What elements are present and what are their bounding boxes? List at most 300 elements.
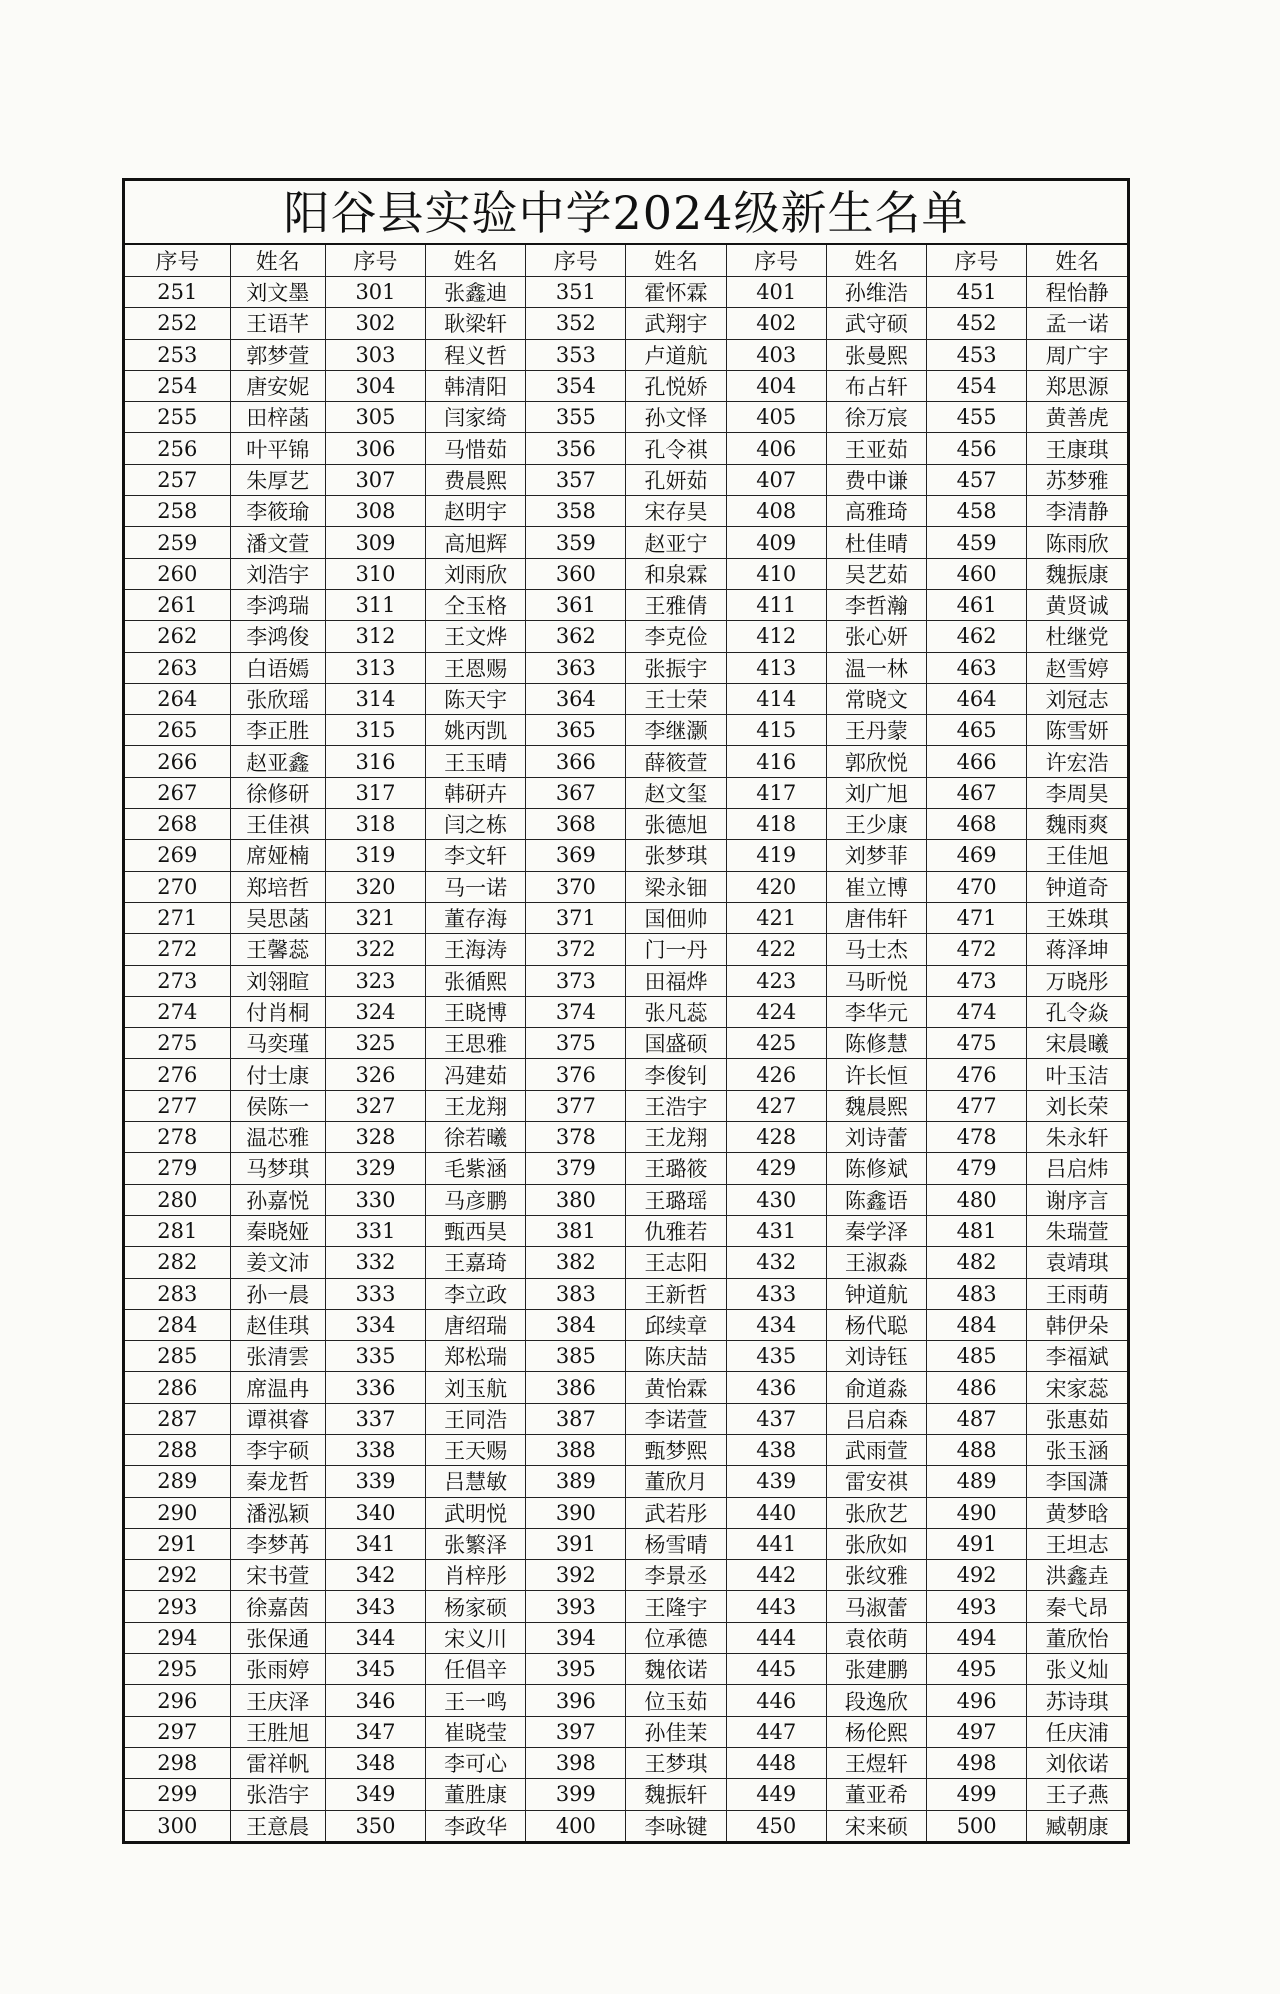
table-row — [125, 871, 1127, 902]
student-number-cell: 468 — [927, 809, 1027, 840]
student-name-cell: 陈修斌 — [826, 1153, 926, 1184]
student-number-cell: 366 — [526, 746, 626, 777]
student-number-cell: 272 — [125, 934, 230, 965]
student-number-cell: 447 — [726, 1716, 826, 1747]
student-name-cell: 李鸿瑞 — [230, 589, 325, 620]
student-name-cell: 马淑蕾 — [826, 1591, 926, 1622]
student-name-cell: 邱续章 — [626, 1309, 726, 1340]
student-name-cell: 王浩宇 — [626, 1090, 726, 1121]
student-number-cell: 392 — [526, 1560, 626, 1591]
student-number-cell: 298 — [125, 1747, 230, 1778]
student-name-cell: 李政华 — [426, 1810, 526, 1841]
student-number-cell: 498 — [927, 1747, 1027, 1778]
student-number-cell: 338 — [325, 1434, 425, 1465]
student-name-cell: 王玉晴 — [426, 746, 526, 777]
student-number-cell: 396 — [526, 1685, 626, 1716]
student-name-cell: 田梓菡 — [230, 402, 325, 433]
student-name-cell: 费中谦 — [826, 464, 926, 495]
student-name-cell: 刘玉航 — [426, 1372, 526, 1403]
student-name-cell: 李咏键 — [626, 1810, 726, 1841]
student-name-cell: 钟道奇 — [1027, 871, 1127, 902]
student-name-cell: 李俊钊 — [626, 1059, 726, 1090]
student-number-cell: 380 — [526, 1184, 626, 1215]
student-name-cell: 王同浩 — [426, 1403, 526, 1434]
student-name-cell: 张心妍 — [826, 621, 926, 652]
student-name-cell: 朱厚艺 — [230, 464, 325, 495]
student-number-cell: 327 — [325, 1090, 425, 1121]
student-name-cell: 徐嘉茵 — [230, 1591, 325, 1622]
student-name-cell: 吕慧敏 — [426, 1466, 526, 1497]
student-number-cell: 411 — [726, 589, 826, 620]
student-name-cell: 杜继党 — [1027, 621, 1127, 652]
table-row — [125, 621, 1127, 652]
student-number-cell: 277 — [125, 1090, 230, 1121]
student-name-cell: 程义哲 — [426, 339, 526, 370]
student-name-cell: 杜佳晴 — [826, 527, 926, 558]
student-number-cell: 458 — [927, 496, 1027, 527]
student-number-cell: 492 — [927, 1560, 1027, 1591]
student-number-cell: 370 — [526, 871, 626, 902]
student-number-cell: 495 — [927, 1654, 1027, 1685]
student-number-cell: 481 — [927, 1215, 1027, 1246]
student-name-cell: 王淑淼 — [826, 1247, 926, 1278]
student-number-cell: 441 — [726, 1528, 826, 1559]
student-name-cell: 苏诗琪 — [1027, 1685, 1127, 1716]
table-row — [125, 809, 1127, 840]
student-number-cell: 464 — [927, 683, 1027, 714]
student-number-cell: 266 — [125, 746, 230, 777]
student-name-cell: 王雨萌 — [1027, 1278, 1127, 1309]
student-number-cell: 305 — [325, 402, 425, 433]
student-number-cell: 262 — [125, 621, 230, 652]
table-row — [125, 777, 1127, 808]
student-name-cell: 武明悦 — [426, 1497, 526, 1528]
table-row — [125, 902, 1127, 933]
student-number-cell: 295 — [125, 1654, 230, 1685]
student-number-cell: 383 — [526, 1278, 626, 1309]
student-number-cell: 500 — [927, 1810, 1027, 1841]
student-number-cell: 274 — [125, 996, 230, 1027]
student-name-cell: 黄怡霖 — [626, 1372, 726, 1403]
student-number-cell: 467 — [927, 777, 1027, 808]
student-number-cell: 424 — [726, 996, 826, 1027]
student-name-cell: 王康琪 — [1027, 433, 1127, 464]
student-name-cell: 韩研卉 — [426, 777, 526, 808]
student-name-cell: 黄贤诚 — [1027, 589, 1127, 620]
roster-body — [125, 277, 1127, 1841]
student-number-cell: 453 — [927, 339, 1027, 370]
student-number-cell: 437 — [726, 1403, 826, 1434]
student-name-cell: 刘雨欣 — [426, 558, 526, 589]
student-number-cell: 462 — [927, 621, 1027, 652]
table-row — [125, 996, 1127, 1027]
student-number-cell: 403 — [726, 339, 826, 370]
student-number-cell: 258 — [125, 496, 230, 527]
student-number-cell: 286 — [125, 1372, 230, 1403]
table-row — [125, 1779, 1127, 1810]
student-name-cell: 李国潇 — [1027, 1466, 1127, 1497]
header-cell-name: 姓名 — [826, 245, 926, 277]
student-number-cell: 271 — [125, 902, 230, 933]
roster-sheet — [122, 178, 1130, 1844]
student-number-cell: 347 — [325, 1716, 425, 1747]
student-number-cell: 324 — [325, 996, 425, 1027]
student-name-cell: 苏梦雅 — [1027, 464, 1127, 495]
student-number-cell: 308 — [325, 496, 425, 527]
student-name-cell: 王雅倩 — [626, 589, 726, 620]
student-name-cell: 叶玉洁 — [1027, 1059, 1127, 1090]
student-name-cell: 刘广旭 — [826, 777, 926, 808]
student-name-cell: 张纹雅 — [826, 1560, 926, 1591]
student-name-cell: 李华元 — [826, 996, 926, 1027]
student-name-cell: 刘诗钰 — [826, 1341, 926, 1372]
student-name-cell: 赵明宇 — [426, 496, 526, 527]
student-name-cell: 仇雅若 — [626, 1215, 726, 1246]
student-name-cell: 卢道航 — [626, 339, 726, 370]
student-number-cell: 337 — [325, 1403, 425, 1434]
student-name-cell: 段逸欣 — [826, 1685, 926, 1716]
student-name-cell: 马士杰 — [826, 934, 926, 965]
student-name-cell: 陈雨欣 — [1027, 527, 1127, 558]
student-name-cell: 刘文墨 — [230, 277, 325, 308]
student-number-cell: 428 — [726, 1122, 826, 1153]
student-name-cell: 张建鹏 — [826, 1654, 926, 1685]
student-number-cell: 397 — [526, 1716, 626, 1747]
table-row — [125, 1341, 1127, 1372]
student-number-cell: 310 — [325, 558, 425, 589]
student-name-cell: 王馨蕊 — [230, 934, 325, 965]
student-number-cell: 257 — [125, 464, 230, 495]
student-number-cell: 426 — [726, 1059, 826, 1090]
table-row — [125, 840, 1127, 871]
student-name-cell: 黄梦晗 — [1027, 1497, 1127, 1528]
student-name-cell: 秦龙哲 — [230, 1466, 325, 1497]
student-number-cell: 471 — [927, 902, 1027, 933]
student-name-cell: 王海涛 — [426, 934, 526, 965]
student-name-cell: 常晓文 — [826, 683, 926, 714]
student-name-cell: 秦学泽 — [826, 1215, 926, 1246]
student-name-cell: 霍怀霖 — [626, 277, 726, 308]
student-number-cell: 489 — [927, 1466, 1027, 1497]
student-number-cell: 474 — [927, 996, 1027, 1027]
table-row — [125, 277, 1127, 308]
student-name-cell: 吕启森 — [826, 1403, 926, 1434]
student-name-cell: 宋家蕊 — [1027, 1372, 1127, 1403]
student-number-cell: 291 — [125, 1528, 230, 1559]
student-number-cell: 367 — [526, 777, 626, 808]
student-name-cell: 许长恒 — [826, 1059, 926, 1090]
student-number-cell: 416 — [726, 746, 826, 777]
student-number-cell: 253 — [125, 339, 230, 370]
student-name-cell: 温一林 — [826, 652, 926, 683]
student-number-cell: 407 — [726, 464, 826, 495]
student-name-cell: 董存海 — [426, 902, 526, 933]
student-number-cell: 393 — [526, 1591, 626, 1622]
header-cell-number: 序号 — [125, 245, 230, 277]
table-row — [125, 1153, 1127, 1184]
student-number-cell: 361 — [526, 589, 626, 620]
student-number-cell: 463 — [927, 652, 1027, 683]
student-name-cell: 王佳祺 — [230, 809, 325, 840]
student-number-cell: 300 — [125, 1810, 230, 1841]
student-name-cell: 魏雨爽 — [1027, 809, 1127, 840]
student-number-cell: 353 — [526, 339, 626, 370]
student-name-cell: 李文轩 — [426, 840, 526, 871]
student-name-cell: 臧朝康 — [1027, 1810, 1127, 1841]
student-name-cell: 孔令祺 — [626, 433, 726, 464]
table-row — [125, 589, 1127, 620]
student-number-cell: 436 — [726, 1372, 826, 1403]
student-name-cell: 田福烨 — [626, 965, 726, 996]
student-name-cell: 宋存昊 — [626, 496, 726, 527]
student-number-cell: 346 — [325, 1685, 425, 1716]
student-name-cell: 孔妍茹 — [626, 464, 726, 495]
page-title: 阳谷县实验中学2024级新生名单 — [125, 181, 1127, 245]
student-number-cell: 369 — [526, 840, 626, 871]
student-name-cell: 孙嘉悦 — [230, 1184, 325, 1215]
student-name-cell: 徐若曦 — [426, 1122, 526, 1153]
student-number-cell: 415 — [726, 715, 826, 746]
student-number-cell: 381 — [526, 1215, 626, 1246]
student-number-cell: 459 — [927, 527, 1027, 558]
student-name-cell: 王梦琪 — [626, 1747, 726, 1778]
student-name-cell: 张德旭 — [626, 809, 726, 840]
student-number-cell: 452 — [927, 308, 1027, 339]
student-number-cell: 476 — [927, 1059, 1027, 1090]
student-number-cell: 457 — [927, 464, 1027, 495]
table-row — [125, 1591, 1127, 1622]
student-name-cell: 闫家绮 — [426, 402, 526, 433]
student-name-cell: 吴艺茹 — [826, 558, 926, 589]
student-number-cell: 317 — [325, 777, 425, 808]
student-number-cell: 284 — [125, 1309, 230, 1340]
student-name-cell: 付士康 — [230, 1059, 325, 1090]
student-number-cell: 479 — [927, 1153, 1027, 1184]
student-number-cell: 323 — [325, 965, 425, 996]
student-number-cell: 351 — [526, 277, 626, 308]
student-number-cell: 413 — [726, 652, 826, 683]
student-name-cell: 郭梦萱 — [230, 339, 325, 370]
student-name-cell: 韩伊朵 — [1027, 1309, 1127, 1340]
header-cell-number: 序号 — [526, 245, 626, 277]
student-name-cell: 杨雪晴 — [626, 1528, 726, 1559]
student-name-cell: 席温冉 — [230, 1372, 325, 1403]
student-number-cell: 427 — [726, 1090, 826, 1121]
student-number-cell: 278 — [125, 1122, 230, 1153]
student-number-cell: 404 — [726, 370, 826, 401]
student-name-cell: 李宇硕 — [230, 1434, 325, 1465]
student-number-cell: 475 — [927, 1028, 1027, 1059]
student-name-cell: 徐修研 — [230, 777, 325, 808]
student-name-cell: 赵雪婷 — [1027, 652, 1127, 683]
student-number-cell: 320 — [325, 871, 425, 902]
student-number-cell: 388 — [526, 1434, 626, 1465]
student-name-cell: 李鸿俊 — [230, 621, 325, 652]
student-number-cell: 281 — [125, 1215, 230, 1246]
student-number-cell: 251 — [125, 277, 230, 308]
student-name-cell: 孙文怿 — [626, 402, 726, 433]
student-number-cell: 450 — [726, 1810, 826, 1841]
student-name-cell: 王坦志 — [1027, 1528, 1127, 1559]
student-name-cell: 张玉涵 — [1027, 1434, 1127, 1465]
student-number-cell: 442 — [726, 1560, 826, 1591]
student-name-cell: 王胜旭 — [230, 1716, 325, 1747]
student-name-cell: 雷安祺 — [826, 1466, 926, 1497]
student-name-cell: 张保通 — [230, 1622, 325, 1653]
table-row — [125, 1122, 1127, 1153]
student-name-cell: 闫之栋 — [426, 809, 526, 840]
header-row — [125, 245, 1127, 277]
student-name-cell: 张凡蕊 — [626, 996, 726, 1027]
student-name-cell: 魏依诺 — [626, 1654, 726, 1685]
table-row — [125, 1028, 1127, 1059]
student-number-cell: 254 — [125, 370, 230, 401]
student-name-cell: 毛紫涵 — [426, 1153, 526, 1184]
header-cell-number: 序号 — [726, 245, 826, 277]
student-number-cell: 377 — [526, 1090, 626, 1121]
student-name-cell: 宋来硕 — [826, 1810, 926, 1841]
student-name-cell: 李周昊 — [1027, 777, 1127, 808]
header-cell-name: 姓名 — [230, 245, 325, 277]
student-number-cell: 289 — [125, 1466, 230, 1497]
student-name-cell: 马昕悦 — [826, 965, 926, 996]
student-name-cell: 秦弋昂 — [1027, 1591, 1127, 1622]
student-name-cell: 任倡辛 — [426, 1654, 526, 1685]
header-cell-number: 序号 — [927, 245, 1027, 277]
student-name-cell: 魏振轩 — [626, 1779, 726, 1810]
student-name-cell: 潘文萱 — [230, 527, 325, 558]
student-name-cell: 孙维浩 — [826, 277, 926, 308]
table-row — [125, 746, 1127, 777]
student-number-cell: 493 — [927, 1591, 1027, 1622]
student-number-cell: 273 — [125, 965, 230, 996]
student-name-cell: 王龙翔 — [426, 1090, 526, 1121]
student-number-cell: 484 — [927, 1309, 1027, 1340]
student-number-cell: 432 — [726, 1247, 826, 1278]
student-name-cell: 国盛硕 — [626, 1028, 726, 1059]
student-number-cell: 362 — [526, 621, 626, 652]
header-cell-name: 姓名 — [626, 245, 726, 277]
student-name-cell: 王文烨 — [426, 621, 526, 652]
student-number-cell: 313 — [325, 652, 425, 683]
student-number-cell: 402 — [726, 308, 826, 339]
student-number-cell: 399 — [526, 1779, 626, 1810]
table-row — [125, 1278, 1127, 1309]
student-name-cell: 张雨婷 — [230, 1654, 325, 1685]
student-name-cell: 刘长荣 — [1027, 1090, 1127, 1121]
student-name-cell: 宋晨曦 — [1027, 1028, 1127, 1059]
student-number-cell: 372 — [526, 934, 626, 965]
student-number-cell: 357 — [526, 464, 626, 495]
student-name-cell: 李清静 — [1027, 496, 1127, 527]
student-number-cell: 496 — [927, 1685, 1027, 1716]
student-name-cell: 马惜茹 — [426, 433, 526, 464]
student-number-cell: 417 — [726, 777, 826, 808]
student-number-cell: 259 — [125, 527, 230, 558]
student-name-cell: 武守硕 — [826, 308, 926, 339]
student-number-cell: 364 — [526, 683, 626, 714]
student-name-cell: 王嘉琦 — [426, 1247, 526, 1278]
student-name-cell: 门一丹 — [626, 934, 726, 965]
student-name-cell: 甄西昊 — [426, 1215, 526, 1246]
student-number-cell: 391 — [526, 1528, 626, 1559]
student-number-cell: 304 — [325, 370, 425, 401]
student-name-cell: 王语芊 — [230, 308, 325, 339]
table-row — [125, 1560, 1127, 1591]
student-name-cell: 吴思菡 — [230, 902, 325, 933]
student-number-cell: 375 — [526, 1028, 626, 1059]
student-number-cell: 409 — [726, 527, 826, 558]
student-name-cell: 唐绍瑞 — [426, 1309, 526, 1340]
student-number-cell: 488 — [927, 1434, 1027, 1465]
student-name-cell: 张曼熙 — [826, 339, 926, 370]
student-name-cell: 王丹蒙 — [826, 715, 926, 746]
student-name-cell: 韩清阳 — [426, 370, 526, 401]
student-name-cell: 任庆浦 — [1027, 1716, 1127, 1747]
student-number-cell: 435 — [726, 1341, 826, 1372]
student-name-cell: 王天赐 — [426, 1434, 526, 1465]
student-number-cell: 354 — [526, 370, 626, 401]
student-name-cell: 吕启炜 — [1027, 1153, 1127, 1184]
table-row — [125, 1528, 1127, 1559]
student-name-cell: 袁依萌 — [826, 1622, 926, 1653]
table-row — [125, 1685, 1127, 1716]
student-number-cell: 485 — [927, 1341, 1027, 1372]
student-number-cell: 342 — [325, 1560, 425, 1591]
table-row — [125, 308, 1127, 339]
student-number-cell: 312 — [325, 621, 425, 652]
student-number-cell: 294 — [125, 1622, 230, 1653]
student-name-cell: 刘诗蕾 — [826, 1122, 926, 1153]
student-name-cell: 王士荣 — [626, 683, 726, 714]
student-number-cell: 478 — [927, 1122, 1027, 1153]
table-row — [125, 1059, 1127, 1090]
student-number-cell: 449 — [726, 1779, 826, 1810]
student-number-cell: 429 — [726, 1153, 826, 1184]
student-number-cell: 487 — [927, 1403, 1027, 1434]
student-number-cell: 390 — [526, 1497, 626, 1528]
student-number-cell: 352 — [526, 308, 626, 339]
student-number-cell: 445 — [726, 1654, 826, 1685]
table-row — [125, 370, 1127, 401]
student-name-cell: 孔令焱 — [1027, 996, 1127, 1027]
student-name-cell: 梁永钿 — [626, 871, 726, 902]
student-name-cell: 国佃帅 — [626, 902, 726, 933]
student-number-cell: 448 — [726, 1747, 826, 1778]
student-number-cell: 255 — [125, 402, 230, 433]
student-name-cell: 李福斌 — [1027, 1341, 1127, 1372]
student-number-cell: 358 — [526, 496, 626, 527]
student-number-cell: 363 — [526, 652, 626, 683]
student-number-cell: 480 — [927, 1184, 1027, 1215]
table-row — [125, 965, 1127, 996]
table-row — [125, 496, 1127, 527]
student-number-cell: 433 — [726, 1278, 826, 1309]
student-name-cell: 潘泓颖 — [230, 1497, 325, 1528]
student-name-cell: 姜文沛 — [230, 1247, 325, 1278]
student-name-cell: 李梦苒 — [230, 1528, 325, 1559]
student-number-cell: 299 — [125, 1779, 230, 1810]
student-number-cell: 290 — [125, 1497, 230, 1528]
student-number-cell: 425 — [726, 1028, 826, 1059]
student-name-cell: 刘依诺 — [1027, 1747, 1127, 1778]
student-name-cell: 朱永轩 — [1027, 1122, 1127, 1153]
student-name-cell: 位承德 — [626, 1622, 726, 1653]
student-number-cell: 325 — [325, 1028, 425, 1059]
student-number-cell: 343 — [325, 1591, 425, 1622]
student-name-cell: 李筱瑜 — [230, 496, 325, 527]
student-number-cell: 386 — [526, 1372, 626, 1403]
